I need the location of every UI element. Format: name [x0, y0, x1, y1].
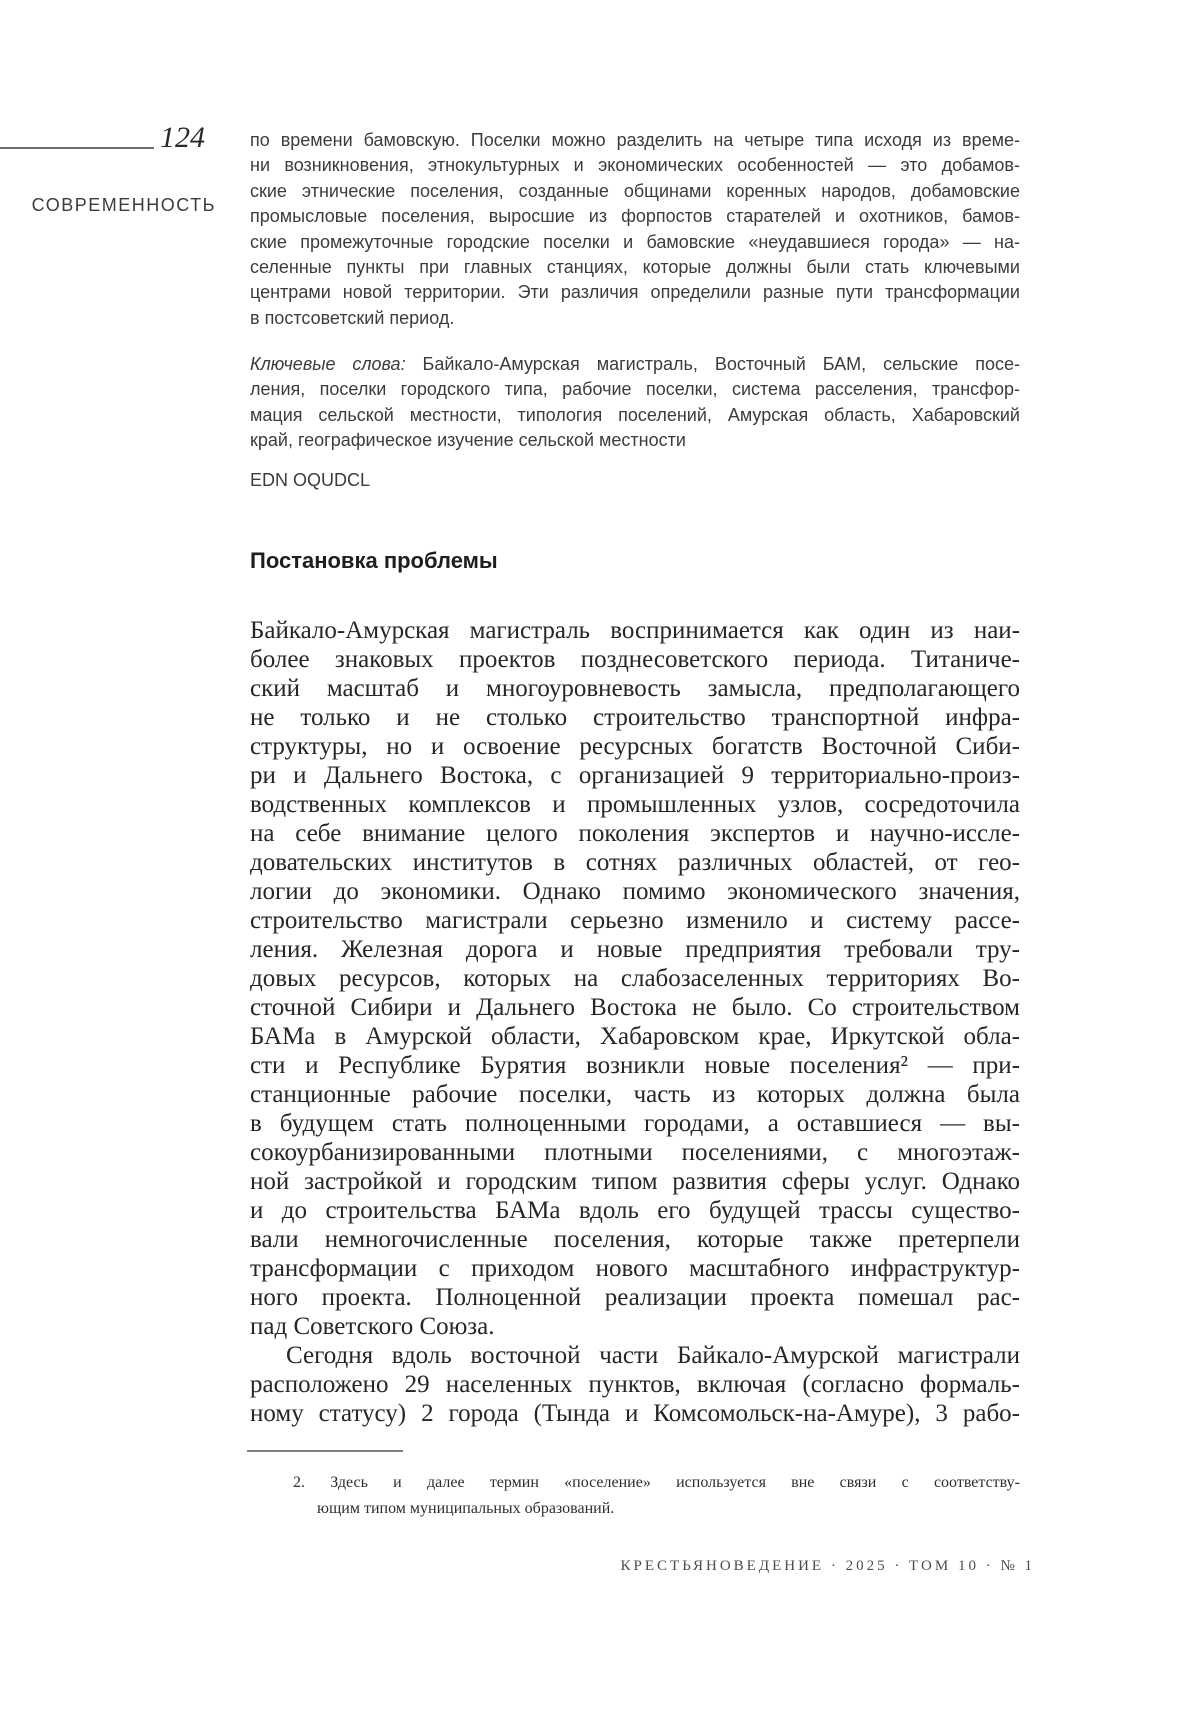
- body-line: пад Советского Союза.: [250, 1313, 495, 1340]
- abstract-line: центрами новой территории. Эти различия определили разные пути трансформации: [250, 282, 1020, 303]
- footnote-marker: 2.: [293, 1474, 305, 1491]
- keywords-line: край, географическое изучение сельской местности: [250, 430, 686, 451]
- keywords-line: [250, 352, 1020, 377]
- body-line: строительство магистрали серьезно изменило и систему рассе-: [250, 907, 1020, 934]
- keywords-label: Ключевые слова:: [250, 354, 406, 374]
- abstract-line: ни возникновения, этнокультурных и экономических особенностей — это добамов-: [250, 155, 1020, 176]
- body-line: не только и не столько строительство транспортной инфра-: [250, 704, 1020, 731]
- body-line: трансформации с приходом нового масштабного инфраструктур-: [250, 1255, 1020, 1282]
- abstract-line: ские этнические поселения, созданные общинами коренных народов, добамовские: [250, 180, 1020, 201]
- body-line: в будущем стать полноценными городами, а оставшиеся — вы-: [250, 1110, 1020, 1137]
- body-line: более знаковых проектов позднесоветского периода. Титаниче-: [250, 646, 1020, 673]
- body-line: структуры, но и освоение ресурсных богатств Восточной Сиби-: [250, 733, 1020, 760]
- footnote: [250, 1470, 1020, 1522]
- abstract-line: в постсоветский период.: [250, 307, 455, 328]
- body-line: Сегодня вдоль восточной части Байкало-Амурской магистрали: [286, 1342, 1020, 1369]
- abstract-block: [250, 128, 1020, 331]
- body-line: на себе внимание целого поколения экспертов и научно-иссле-: [250, 820, 1020, 847]
- body-line: ский масштаб и многоуровневость замысла, предполагающего: [250, 675, 1020, 702]
- footnote-line: [293, 1470, 1021, 1496]
- body-line: станционные рабочие поселки, часть из которых должна была: [250, 1081, 1020, 1108]
- body-line: вали немногочисленные поселения, которые также претерпели: [250, 1226, 1020, 1253]
- body-line: БАМа в Амурской области, Хабаровском крае, Иркутской обла-: [250, 1023, 1020, 1050]
- body-line: довательских институтов в сотнях различных областей, от гео-: [250, 849, 1020, 876]
- body-line: Байкало-Амурская магистраль воспринимается как один из наи-: [250, 617, 1020, 644]
- body-line: логии до экономики. Однако помимо экономического значения,: [250, 878, 1020, 905]
- body-line: ного проекта. Полноценной реализации проекта помешал рас-: [250, 1284, 1020, 1311]
- edn-code: EDN OQUDCL: [250, 470, 371, 490]
- section-label: СОВРЕМЕННОСТЬ: [31, 195, 216, 215]
- section-heading: Постановка проблемы: [250, 548, 498, 573]
- footnote-separator: [247, 1450, 403, 1452]
- footnote-line: ющим типом муниципальных образований.: [317, 1500, 615, 1517]
- body-line: ри и Дальнего Востока, с организацией 9 территориально-произ-: [250, 762, 1020, 789]
- footnote-text: Здесь и далее термин «поселение» используется вне связи с соответству-: [330, 1474, 1021, 1491]
- body-line: ному статусу) 2 города (Тында и Комсомольск-на-Амуре), 3 рабо-: [250, 1400, 1020, 1427]
- body-line: водственных комплексов и промышленных узлов, сосредоточила: [250, 791, 1020, 818]
- body-line: довых ресурсов, которых на слабозаселенных территориях Во-: [250, 965, 1020, 992]
- keywords-line: ления, поселки городского типа, рабочие поселки, система расселения, трансфор-: [250, 379, 1020, 400]
- body-line: сти и Республике Бурятия возникли новые поселения² — при-: [250, 1052, 1020, 1079]
- body-line: и до строительства БАМа вдоль его будущей трассы существо-: [250, 1197, 1020, 1224]
- abstract-line: промысловые поселения, выросшие из форпостов старателей и охотников, бамов-: [250, 206, 1020, 227]
- body-line: ления. Железная дорога и новые предприятия требовали тру-: [250, 936, 1020, 963]
- page-number: 124: [160, 121, 205, 154]
- body-line: сокоурбанизированными плотными поселениями, с многоэтаж-: [250, 1139, 1020, 1166]
- abstract-line: по времени бамовскую. Поселки можно разделить на четыре типа исходя из време-: [250, 130, 1020, 150]
- body-line: сточной Сибири и Дальнего Востока не было. Со строительством: [250, 994, 1020, 1021]
- body-line: ной застройкой и городским типом развития сферы услуг. Однако: [250, 1168, 1020, 1195]
- page-number-rule: [0, 147, 154, 149]
- abstract-line: селенные пункты при главных станциях, которые должны были стать ключевыми: [250, 257, 1020, 278]
- abstract-line: ские промежуточные городские поселки и бамовские «неудавшиеся города» — на-: [250, 231, 1020, 252]
- keywords-block: [250, 352, 1020, 454]
- article-body: [250, 616, 1020, 1428]
- keywords-line: мация сельской местности, типология поселений, Амурская область, Хабаровский: [250, 404, 1020, 425]
- keywords-text: Байкало-Амурская магистраль, Восточный БАМ, сельские посе-: [422, 354, 1020, 374]
- body-line: расположено 29 населенных пунктов, включая (согласно формаль-: [250, 1371, 1020, 1398]
- journal-footer: КРЕСТЬЯНОВЕДЕНИЕ · 2025 · ТОМ 10 · № 1: [620, 1558, 1035, 1574]
